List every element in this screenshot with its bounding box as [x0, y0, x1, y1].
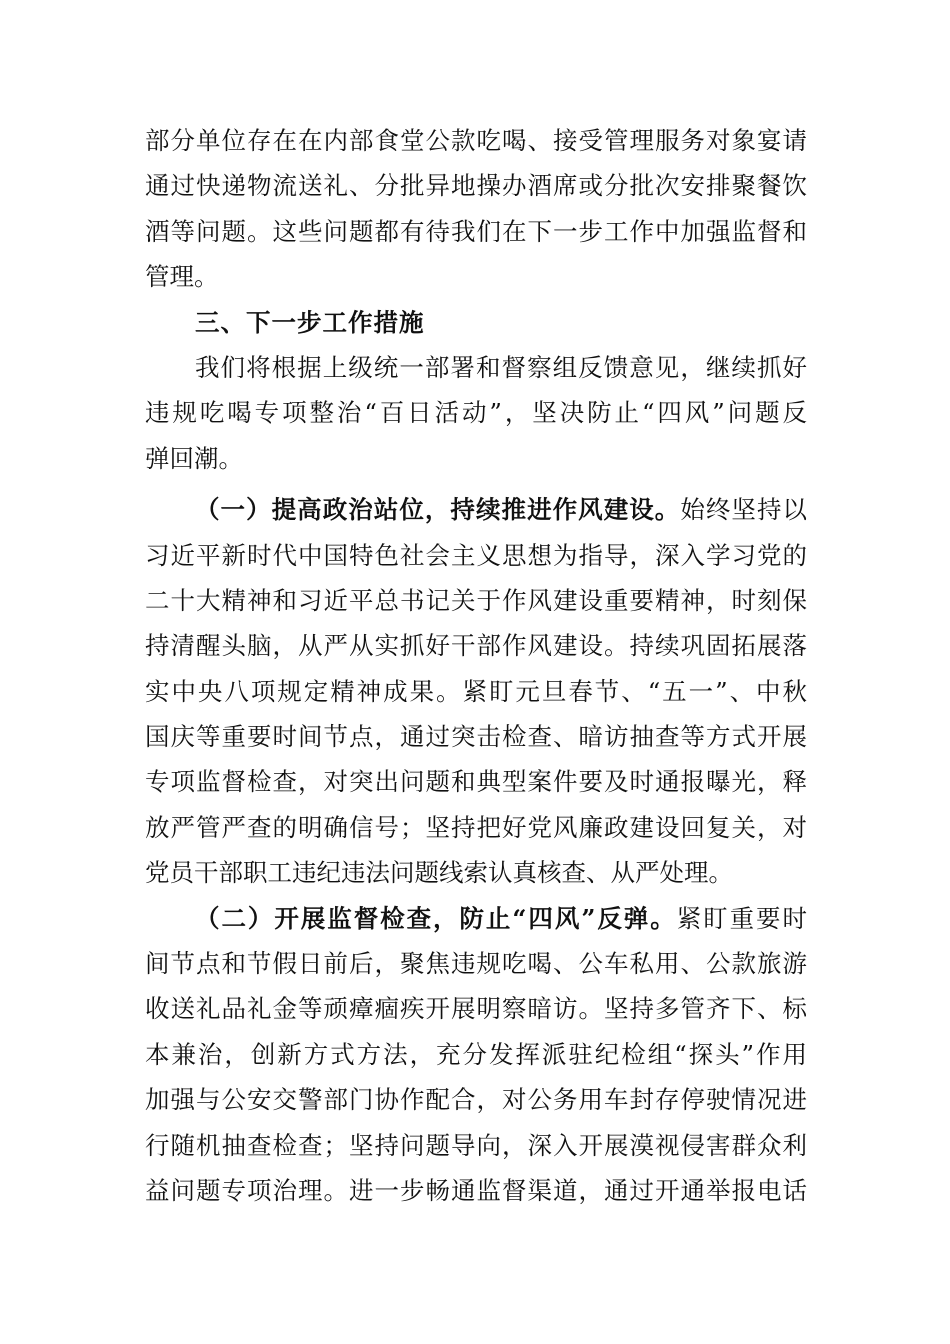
paragraph-line: 行随机抽查检查；坚持问题导向，深入开展漠视侵害群众利 [145, 1130, 807, 1160]
subsection-heading: （二）开展监督检查，防止“四风”反弹。 [195, 903, 677, 933]
subsection-heading: （一）提高政治站位，持续推进作风建设。 [195, 495, 681, 525]
paragraph-line: 酒等问题。这些问题都有待我们在下一步工作中加强监督和 [145, 216, 807, 246]
paragraph-line: 益问题专项治理。进一步畅通监督渠道，通过开通举报电话 [145, 1175, 807, 1205]
paragraph-first-line [145, 487, 807, 532]
paragraph-first-line [145, 896, 807, 941]
document-page [145, 118, 807, 1213]
paragraph-line: 部分单位存在在内部食堂公款吃喝、接受管理服务对象宴请 [145, 126, 807, 155]
paragraph-4 [145, 896, 807, 1214]
paragraph-line: 专项监督检查，对突出问题和典型案件要及时通报曝光，释 [145, 767, 807, 797]
paragraph-line: 放严管严查的明确信号；坚持把好党风廉政建设回复关，对 [145, 812, 807, 842]
paragraph-line: 通过快递物流送礼、分批异地操办酒席或分批次安排聚餐饮 [145, 171, 807, 201]
paragraph-text: 始终坚持以 [680, 495, 808, 525]
paragraph-line: 持清醒头脑，从严从实抓好干部作风建设。持续巩固拓展落 [145, 631, 807, 661]
paragraph-line: 国庆等重要时间节点，通过突击检查、暗访抽查等方式开展 [145, 722, 807, 752]
paragraph-line: 习近平新时代中国特色社会主义思想为指导，深入学习党的 [145, 540, 807, 570]
paragraph-3 [145, 487, 807, 896]
paragraph-line: 间节点和节假日前后，聚焦违规吃喝、公车私用、公款旅游 [145, 949, 807, 979]
paragraph-text: 紧盯重要时 [676, 903, 807, 933]
paragraph-line: 本兼治，创新方式方法，充分发挥派驻纪检组“探头”作用 [145, 1039, 807, 1069]
paragraph-line: 收送礼品礼金等顽瘴痼疾开展明察暗访。坚持多管齐下、标 [145, 994, 807, 1024]
paragraph-line: 违规吃喝专项整治“百日活动”，坚决防止“四风”问题反 [145, 398, 807, 428]
paragraph-line: 加强与公安交警部门协作配合，对公务用车封存停驶情况进 [145, 1085, 807, 1115]
paragraph-line: 管理。 [145, 262, 219, 292]
paragraph-2 [145, 345, 807, 481]
section-heading: 三、下一步工作措施 [195, 307, 425, 337]
paragraph-line: 实中央八项规定精神成果。紧盯元旦春节、“五一”、中秋 [145, 676, 807, 706]
paragraph-1 [145, 118, 807, 300]
paragraph-line: 党员干部职工违纪违法问题线索认真核查、从严处理。 [145, 858, 733, 888]
paragraph-line: 二十大精神和习近平总书记关于作风建设重要精神，时刻保 [145, 585, 807, 615]
paragraph-line: 弹回潮。 [145, 443, 243, 473]
paragraph-line: 我们将根据上级统一部署和督察组反馈意见，继续抓好 [195, 352, 807, 382]
